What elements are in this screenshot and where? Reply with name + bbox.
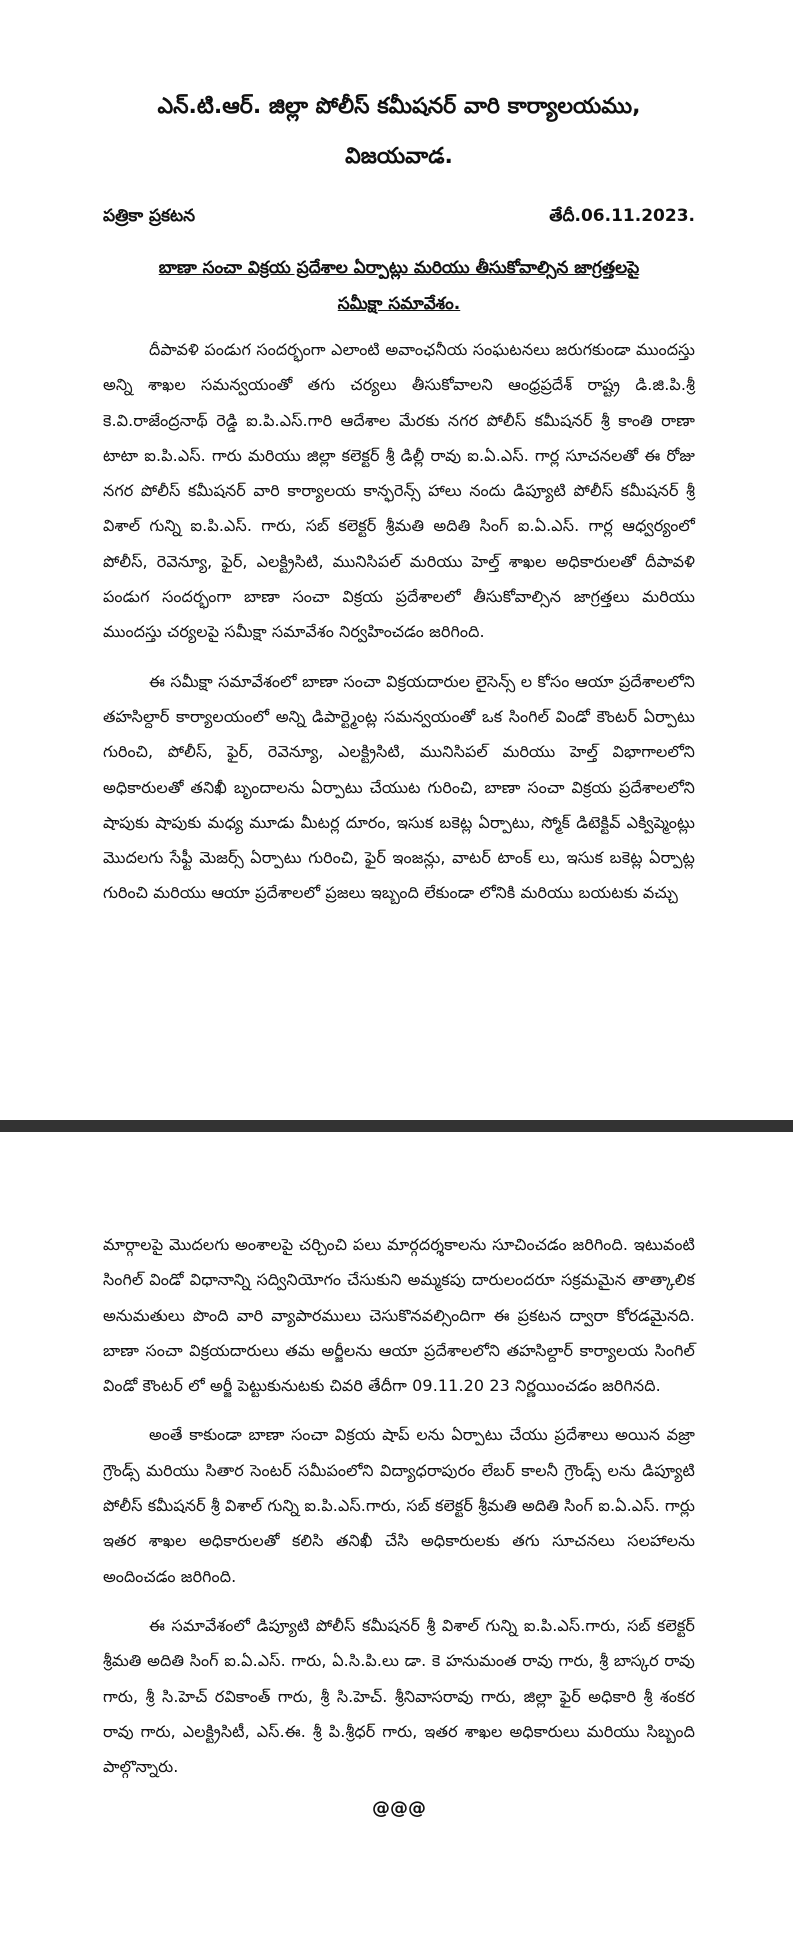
page-1-content [103,82,695,911]
subject-line-1: బాణా సంచా విక్రయ ప్రదేశాల ఏర్పాట్లు మరియు తీసుకోవాల్సిన జాగ్రత్తలపై [158,258,640,278]
press-release-label: పత్రికా ప్రకటన [103,206,196,226]
document-page-2 [0,1132,793,1951]
end-mark: @@@ [372,1798,426,1820]
subject-line-2: సమీక్షా సమావేశం. [337,294,461,314]
office-title: ఎన్.టి.ఆర్. జిల్లా పోలీస్ కమీషనర్ వారి కార్యాలయము, [157,94,641,119]
paragraph-1: దీపావళి పండుగ సందర్భంగా ఎలాంటి అవాంఛనీయ సంఘటనలు జరుగకుండా ముందస్తు అన్ని శాఖల సమన్వయంతో తగు చర్యలు తీసుకోవాలని ఆంధ్రప్రదేశ్ రాష్ట్ర డి.జి.పి.శ్రీ కె.వి.రాజేంద్రనాథ్ రెడ్డి ఐ.పి.ఎస్.గారి ఆదేశాల మేరకు నగర పోలీస్ కమీషనర్ శ్రీ కాంతి రాణా టాటా ఐ.పి.ఎస్. గారు మరియు జిల్లా కలెక్టర్ శ్రీ డిల్లీ రావు ఐ.ఏ.ఎస్. గార్ల సూచనలతో ఈ రోజు నగర పోలీస్ కమీషనర్ వారి కార్యాలయ కాన్ఫరెన్స్ హాలు నందు డిప్యూటి పోలీస్ కమీషనర్ శ్రీ విశాల్ గున్ని ఐ.పి.ఎస్. గారు, సబ్ కలెక్టర్ శ్రీమతి అదితి సింగ్ ఐ.ఏ.ఎస్. గార్ల ఆధ్వర్యంలో పోలీస్, రెవెన్యూ, ఫైర్, ఎలక్ట్రిసిటి, మునిసిపల్ మరియు హెల్త్ శాఖల అధికారులతో దీపావళి పండుగ సందర్భంగా బాణా సంచా విక్రయ ప్రదేశాలలో తీసుకోవాల్సిన జాగ్రత్తలు మరియు ముందస్తు చర్యలపై సమీక్షా సమావేశం నిర్వహించడం జరిగింది. [103,340,695,642]
office-city: విజయవాడ. [345,144,453,169]
page-2-content [103,1227,695,1819]
page-divider [0,1120,793,1132]
paragraph-2-continued: మార్గాలపై మొదలగు అంశాలపై చర్చించి పలు మార్గదర్శకాలను సూచించడం జరిగింది. ఇటువంటి సింగిల్ విండో విధానాన్ని సద్వినియోగం చేసుకుని అమ్మకపు దారులందరూ సక్రమమైన తాత్కాలిక అనుమతులు పొంది వారి వ్యాపారములు చెసుకొనవల్సిందిగా ఈ ప్రకటన ద్వారా కోరడమైనది. బాణా సంచా విక్రయదారులు తమ అర్జీలను ఆయా ప్రదేశాలలోని తహసిల్దార్ కార్యాలయ సింగిల్ విండో కౌంటర్ లో అర్జీ పెట్టుకునుటకు చివరి తేదీగా 09.11.20 23 నిర్ణయించడం జరిగినది. [103,1235,695,1396]
subject-heading [103,250,695,322]
release-date: తేదీ.06.11.2023. [549,206,695,226]
paragraph-2-start: ఈ సమీక్షా సమావేశంలో బాణా సంచా విక్రయదారుల లైసెన్స్ ల కోసం ఆయా ప్రదేశాలలోని తహసిల్దార్ కార్యాలయంలో అన్ని డిపార్ట్మెంట్ల సమన్వయంతో ఒక సింగిల్ విండో కౌంటర్ ఏర్పాటు గురించి, పోలీస్, ఫైర్, రెవెన్యూ, ఎలక్ట్రిసిటి, మునిసిపల్ మరియు హెల్త్ విభాగాలలోని అధికారులతో తనిఖీ బృందాలను ఏర్పాటు చేయుట గురించి, బాణా సంచా విక్రయ ప్రదేశాలలోని షాపుకు షాపుకు మధ్య మూడు మీటర్ల దూరం, ఇసుక బకెట్ల ఏర్పాటు, స్మోక్ డిటెక్టివ్ ఎక్విప్మెంట్లు మొదలగు సేఫ్టీ మెజర్స్ ఏర్పాటు గురించి, ఫైర్ ఇంజన్లు, వాటర్ టాంక్ లు, ఇసుక బకెట్ల ఏర్పాట్ల గురించి మరియు ఆయా ప్రదేశాలలో ప్రజలు ఇబ్బంది లేకుండా లోనికి మరియు బయటకు వచ్చు [103,671,695,903]
press-release-meta [103,204,695,228]
paragraph-4: ఈ సమావేశంలో డిప్యూటి పోలీస్ కమీషనర్ శ్రీ విశాల్ గున్ని ఐ.పి.ఎస్.గారు, సబ్ కలెక్టర్ శ్రీమతి అదితి సింగ్ ఐ.ఏ.ఎస్. గారు, ఏ.సి.పి.లు డా. కె హనుమంత రావు గారు, శ్రీ బాస్కర రావు గారు, శ్రీ సి.హెచ్ రవికాంత్ గారు, శ్రీ సి.హెచ్. శ్రీనివాసరావు గారు, జిల్లా ఫైర్ అధికారి శ్రీ శంకర రావు గారు, ఎలక్ట్రిసిటీ, ఎస్.ఈ. శ్రీ పి.శ్రీధర్ గారు, ఇతర శాఖల అధికారులు మరియు సిబ్బంది పాల్గొన్నారు. [103,1615,695,1777]
paragraph-3: అంతే కాకుండా బాణా సంచా విక్రయ షాప్ లను ఏర్పాటు చేయు ప్రదేశాలు అయిన వజ్రా గ్రౌండ్స్ మరియు సితార సెంటర్ సమీపంలోని విద్యాధరాపురం లేబర్ కాలనీ గ్రౌండ్స్ లను డిప్యూటి పోలీస్ కమీషనర్ శ్రీ విశాల్ గున్ని ఐ.పి.ఎస్.గారు, సబ్ కలెక్టర్ శ్రీమతి అదితి సింగ్ ఐ.ఏ.ఎస్. గార్లు ఇతర శాఖల అధికారులతో కలిసి తనిఖీ చేసి అధికారులకు తగు సూచనలు సలహాలను అందించడం జరిగింది. [103,1425,695,1586]
